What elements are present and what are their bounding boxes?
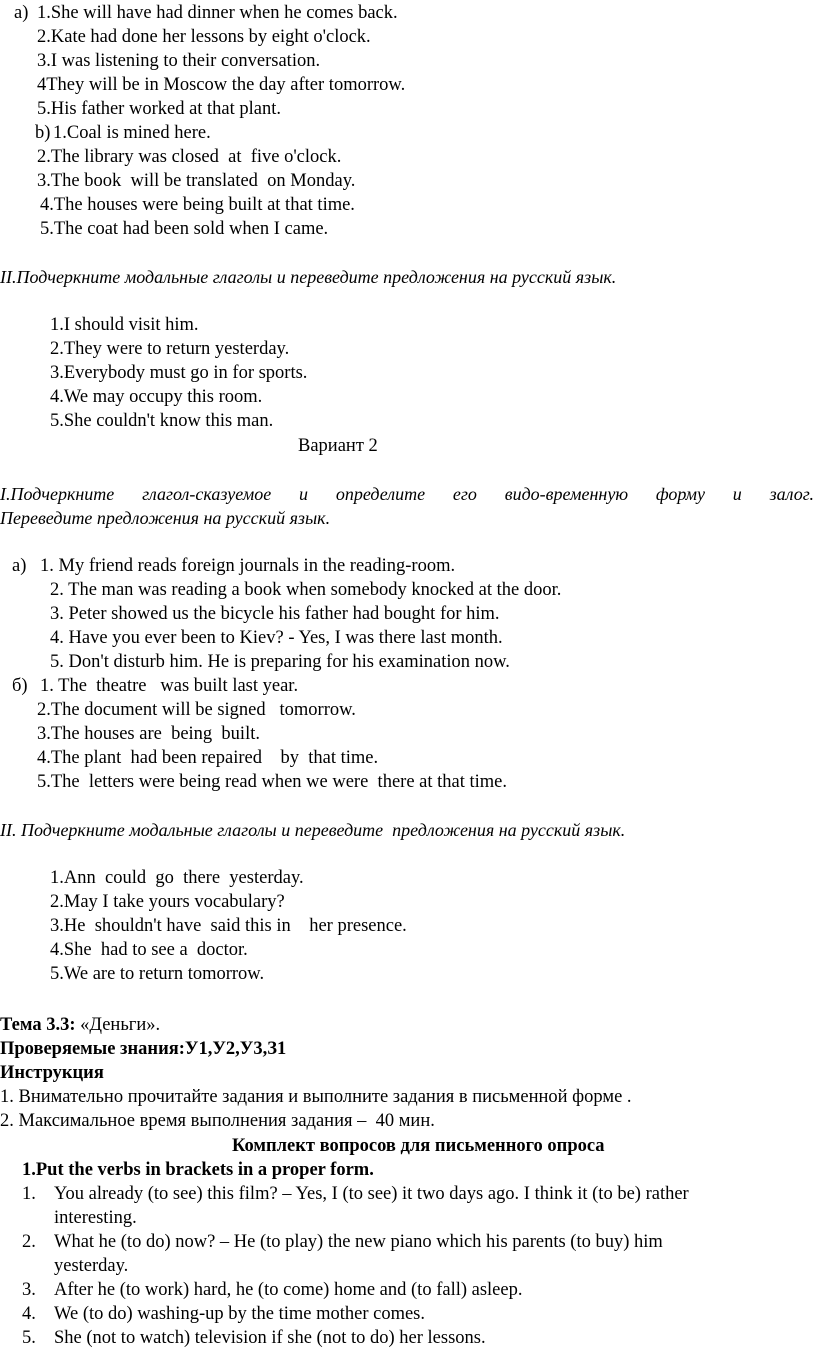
- v1-a-item-3: 3.I was listening to their conversation.: [37, 51, 321, 71]
- v1-task2-item-1: 1.I should visit him.: [50, 315, 199, 335]
- v1-b-item-2: 2.The library was closed at five o'clock.: [37, 147, 342, 167]
- v2-a-item-4: 4. Have you ever been to Kiev? - Yes, I was there last month.: [50, 628, 503, 648]
- v1-task2-title: II.Подчеркните модальные глаголы и переведите предложения на русский язык.: [0, 267, 617, 287]
- v2-a-item-1: 1. My friend reads foreign journals in the reading-room.: [40, 556, 456, 576]
- ex1-item-number: 5.: [22, 1328, 36, 1348]
- ex1-item-number: 3.: [22, 1280, 36, 1300]
- v2-task1-word: определите: [335, 484, 426, 504]
- ex1-item-4-line-1: We (to do) washing-up by the time mother comes.: [54, 1304, 425, 1324]
- v1-a-item-2: 2.Kate had done her lessons by eight o'clock.: [37, 27, 371, 47]
- v1-task2-item-2: 2.They were to return yesterday.: [50, 339, 290, 359]
- v1-task2-item-5: 5.She couldn't know this man.: [50, 411, 274, 431]
- v1-b-item-1: 1.Coal is mined here.: [53, 123, 211, 143]
- v1-b-item-5: 5.The coat had been sold when I came.: [40, 219, 329, 239]
- v2-task2-item-5: 5.We are to return tomorrow.: [50, 964, 265, 984]
- ex1-item-2-line-1: What he (to do) now? – He (to play) the new piano which his parents (to buy) him: [54, 1232, 663, 1252]
- topic-theme-label: Тема 3.3:: [0, 1015, 76, 1035]
- topic-instruction-2: 2. Максимальное время выполнения задания – 40 мин.: [0, 1111, 435, 1131]
- v2-task2-item-3: 3.He shouldn't have said this in her presence.: [50, 916, 407, 936]
- v2-a-item-3: 3. Peter showed us the bicycle his father had bought for him.: [50, 604, 500, 624]
- v1-a-label: a): [14, 3, 29, 23]
- v1-b-item-4: 4.The houses were being built at that time.: [40, 195, 355, 215]
- ex1-item-5-line-1: She (not to watch) television if she (not to do) her lessons.: [54, 1328, 486, 1348]
- v2-b-label: б): [12, 676, 28, 696]
- ex1-item-number: 1.: [22, 1184, 36, 1204]
- exercise-1-title: 1.Put the verbs in brackets in a proper form.: [22, 1160, 374, 1180]
- v2-b-item-3: 3.The houses are being built.: [37, 724, 260, 744]
- ex1-item-3-line-1: After he (to work) hard, he (to come) home and (to fall) asleep.: [54, 1280, 523, 1300]
- v2-task1-word: и: [299, 484, 309, 504]
- v1-a-item-5: 5.His father worked at that plant.: [37, 99, 282, 119]
- topic-theme: [0, 1013, 160, 1037]
- ex1-item-number: 4.: [22, 1304, 36, 1324]
- v2-task1-word: форму: [655, 484, 705, 504]
- v2-task1-word: и: [732, 484, 742, 504]
- v2-a-item-5: 5. Don't disturb him. He is preparing for his examination now.: [50, 652, 510, 672]
- v1-b-item-3: 3.The book will be translated on Monday.: [37, 171, 356, 191]
- v1-task2-item-3: 3.Everybody must go in for sports.: [50, 363, 308, 383]
- v2-a-label: а): [12, 556, 27, 576]
- v1-a-item-4: 4They will be in Moscow the day after tomorrow.: [37, 75, 406, 95]
- v2-a-item-2: 2. The man was reading a book when somebody knocked at the door.: [50, 580, 562, 600]
- ex1-item-2-line-2: yesterday.: [54, 1256, 129, 1276]
- v2-task1-line1: [0, 482, 814, 506]
- topic-instruction-1: 1. Внимательно прочитайте задания и выполните задания в письменной форме .: [0, 1087, 632, 1107]
- v2-task1-word: залог.: [769, 484, 814, 504]
- v2-task2-item-4: 4.She had to see a doctor.: [50, 940, 248, 960]
- variant-2-heading: Вариант 2: [298, 436, 378, 456]
- v2-b-item-5: 5.The letters were being read when we were there at that time.: [37, 772, 507, 792]
- v2-task2-title: II. Подчеркните модальные глаголы и переведите предложения на русский язык.: [0, 820, 626, 840]
- v2-task1-word: глагол-сказуемое: [142, 484, 272, 504]
- v2-b-item-4: 4.The plant had been repaired by that time.: [37, 748, 379, 768]
- topic-instruction-heading: Инструкция: [0, 1063, 104, 1083]
- ex1-item-1-line-1: You already (to see) this film? – Yes, I (to see) it two days ago. I think it (to be) rather: [54, 1184, 689, 1204]
- v1-b-label: b): [35, 123, 51, 143]
- question-set-title: Комплект вопросов для письменного опроса: [232, 1136, 605, 1156]
- v1-task2-item-4: 4.We may occupy this room.: [50, 387, 263, 407]
- v2-task1-word: видо-временную: [504, 484, 629, 504]
- v1-a-item-1: 1.She will have had dinner when he comes back.: [37, 3, 398, 23]
- v2-task1-line2: Переведите предложения на русский язык.: [0, 508, 331, 528]
- ex1-item-number: 2.: [22, 1232, 36, 1252]
- topic-theme-value: «Деньги».: [75, 1015, 161, 1035]
- ex1-item-1-line-2: interesting.: [54, 1208, 137, 1228]
- v2-b-item-1: 1. The theatre was built last year.: [40, 676, 299, 696]
- v2-task1-word: его: [452, 484, 477, 504]
- v2-task1-word: I.Подчеркните: [0, 484, 115, 504]
- v2-b-item-2: 2.The document will be signed tomorrow.: [37, 700, 356, 720]
- topic-checked-knowledge: Проверяемые знания:У1,У2,У3,З1: [0, 1039, 287, 1059]
- v2-task2-item-1: 1.Ann could go there yesterday.: [50, 868, 304, 888]
- v2-task2-item-2: 2.May I take yours vocabulary?: [50, 892, 285, 912]
